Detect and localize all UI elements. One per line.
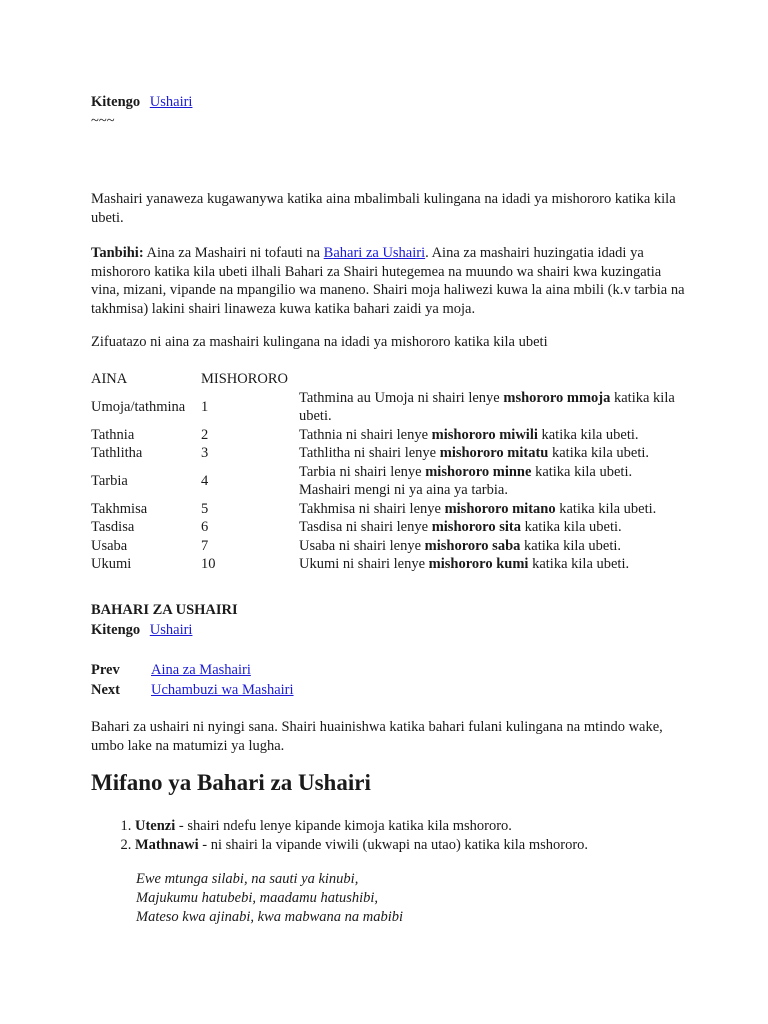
table-row xyxy=(89,463,681,500)
desc-post: katika kila ubeti. xyxy=(528,556,630,572)
desc-bold: mishororo mitatu xyxy=(439,445,549,461)
num-cell: 5 xyxy=(201,500,209,517)
intro-paragraph: Mashairi yanaweza kugawanywa katika aina mbalimbali kulingana na idadi ya mishororo katika kila ubeti. xyxy=(91,191,676,226)
desc-pre: Tasdisa ni shairi lenye xyxy=(299,519,432,535)
verse-line: Majukumu hatubebi, maadamu hatushibi, xyxy=(136,890,379,906)
bahari-ushairi-link[interactable]: Ushairi xyxy=(149,622,193,638)
note-text-after: . Aina za mashairi huzingatia idadi ya mishororo katika kila ubeti ilhali Bahari za Shairi hutegemea na muundo wa shairi kwa kuzingatia vina, mizani, vipande na mpangilio wa maneno. Shairi moja haliwezi kuwa la aina mbili (k.v tarbia na takhmisa) lakini shairi linaweza kuwa katika bahari zaidi ya moja. xyxy=(91,245,685,317)
aina-cell: Usaba xyxy=(91,537,128,554)
table-row xyxy=(89,500,681,519)
desc-post: katika kila ubeti. xyxy=(520,537,622,554)
header-mishororo: MISHORORO xyxy=(201,371,289,387)
verse-block xyxy=(136,870,403,927)
desc-post: katika kila ubeti. xyxy=(537,426,639,443)
bahari-heading: BAHARI ZA USHAIRI xyxy=(91,602,238,618)
num-cell: 1 xyxy=(201,398,209,415)
table-row xyxy=(89,537,681,556)
aina-cell: Tasdisa xyxy=(91,519,135,535)
num-cell: 2 xyxy=(201,426,209,443)
table-row xyxy=(89,518,681,537)
desc-cell xyxy=(297,426,681,445)
aina-cell: Tathlitha xyxy=(91,445,143,461)
desc-bold: mishororo saba xyxy=(424,537,521,554)
note-label: Tanbihi: xyxy=(91,245,144,261)
mifano-title: Mifano ya Bahari za Ushairi xyxy=(91,770,371,795)
desc-cell xyxy=(297,444,681,463)
table-header-row xyxy=(89,370,681,389)
aina-table xyxy=(89,370,681,574)
desc-post: katika kila ubeti. xyxy=(548,445,650,461)
desc-pre: Tathlitha ni shairi lenye xyxy=(299,445,440,461)
bahari-body: Bahari za ushairi ni nyingi sana. Shairi huainishwa katika bahari fulani kulingana na mtindo wake, umbo lake na matumizi ya lugha. xyxy=(91,719,663,754)
desc-cell xyxy=(297,463,681,500)
num-cell: 7 xyxy=(201,537,209,554)
desc-post: katika kila ubeti. Mashairi mengi ni ya aina ya tarbia. xyxy=(299,463,633,498)
desc-pre: Ukumi ni shairi lenye xyxy=(299,556,429,572)
next-row xyxy=(91,682,294,699)
desc-pre: Tarbia ni shairi lenye xyxy=(299,463,426,480)
list-item xyxy=(135,836,588,855)
num-cell: 10 xyxy=(201,556,216,572)
header-blank xyxy=(297,370,681,389)
item-desc: - ni shairi la vipande viwili (ukwapi na utao) katika kila mshororo. xyxy=(198,837,589,853)
num-cell: 6 xyxy=(201,519,209,535)
header-aina: AINA xyxy=(91,371,128,387)
desc-pre: Tathmina au Umoja ni shairi lenye xyxy=(299,389,504,406)
desc-pre: Usaba ni shairi lenye xyxy=(299,537,425,554)
desc-post: katika kila ubeti. xyxy=(299,389,675,424)
bahari-kitengo-label: Kitengo xyxy=(91,622,141,638)
ushairi-category-link[interactable]: Ushairi xyxy=(149,94,193,110)
aina-cell: Umoja/tathmina xyxy=(91,398,186,415)
table-row xyxy=(89,389,681,426)
aina-cell: Takhmisa xyxy=(91,500,148,517)
list-item xyxy=(135,817,588,836)
table-row xyxy=(89,444,681,463)
tilde-divider: ~~~ xyxy=(91,113,115,129)
desc-bold: mishororo mitano xyxy=(444,500,556,517)
desc-bold: mishororo minne xyxy=(425,463,532,480)
prev-row xyxy=(91,662,251,679)
prev-link[interactable]: Aina za Mashairi xyxy=(151,662,251,678)
desc-post: katika kila ubeti. xyxy=(520,519,622,535)
next-link[interactable]: Uchambuzi wa Mashairi xyxy=(151,682,294,698)
table-caption: Zifuatazo ni aina za mashairi kulingana na idadi ya mishororo katika kila ubeti xyxy=(91,334,548,350)
item-term: Utenzi xyxy=(135,818,176,834)
prev-label: Prev xyxy=(91,662,120,678)
num-cell: 4 xyxy=(201,472,209,489)
desc-bold: mshororo mmoja xyxy=(503,389,611,406)
desc-pre: Tathnia ni shairi lenye xyxy=(299,426,432,443)
verse-line: Ewe mtunga silabi, na sauti ya kinubi, xyxy=(136,871,359,887)
table-row xyxy=(89,426,681,445)
desc-cell xyxy=(297,518,681,537)
bahari-za-ushairi-link[interactable]: Bahari za Ushairi xyxy=(323,245,426,261)
num-cell: 3 xyxy=(201,445,209,461)
desc-cell xyxy=(297,555,681,574)
bahari-kitengo-row xyxy=(91,622,192,639)
verse-line: Mateso kwa ajinabi, kwa mabwana na mabibi xyxy=(136,909,404,925)
note-text-before: Aina za Mashairi ni tofauti na xyxy=(143,245,324,261)
aina-cell: Tarbia xyxy=(91,472,128,489)
desc-cell xyxy=(297,500,681,519)
kitengo-label: Kitengo xyxy=(91,94,141,110)
item-desc: - shairi ndefu lenye kipande kimoja katika kila mshororo. xyxy=(175,818,512,834)
table-row xyxy=(89,555,681,574)
mifano-list xyxy=(91,817,588,855)
note-paragraph xyxy=(91,244,691,318)
next-label: Next xyxy=(91,682,120,698)
kitengo-row xyxy=(91,94,192,111)
desc-pre: Takhmisa ni shairi lenye xyxy=(299,500,445,517)
desc-bold: mishororo kumi xyxy=(428,556,529,572)
aina-cell: Ukumi xyxy=(91,556,132,572)
aina-cell: Tathnia xyxy=(91,426,135,443)
desc-bold: mishororo miwili xyxy=(431,426,538,443)
desc-cell xyxy=(297,389,681,426)
desc-bold: mishororo sita xyxy=(431,519,521,535)
item-term: Mathnawi xyxy=(135,837,199,853)
desc-post: katika kila ubeti. xyxy=(555,500,657,517)
desc-cell xyxy=(297,537,681,556)
